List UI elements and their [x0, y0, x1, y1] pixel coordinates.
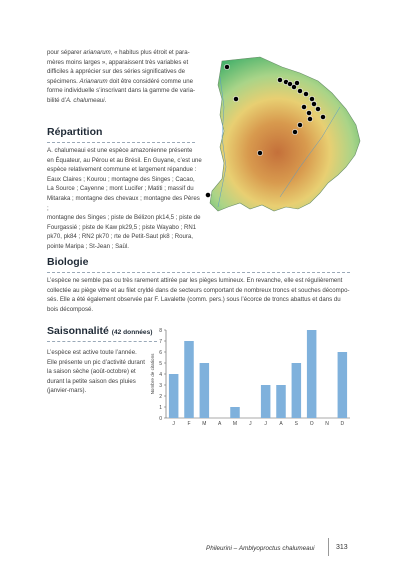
repartition-rule — [47, 142, 195, 143]
locality-point — [233, 96, 238, 101]
y-tick-label: 8 — [159, 327, 162, 334]
saisonnalite-line: (janvier-mars). — [47, 387, 87, 395]
x-tick-label: J — [249, 421, 252, 427]
footer-tribe: Phileurini — [206, 545, 232, 552]
biologie-line: sés. Elle a été également observée par F. Lavalette (comm. pers.) sous l’écorce de troncs abattus et dans du — [47, 296, 341, 304]
repartition-line: espèce relativement commune et largement répandue : — [47, 166, 197, 174]
y-tick-label: 1 — [159, 404, 162, 411]
locality-point — [306, 110, 311, 115]
locality-point — [297, 88, 302, 93]
locality-point — [320, 114, 325, 119]
locality-point — [309, 96, 314, 101]
biologie-rule — [47, 272, 350, 273]
repartition-line: A. chalumeaui est une espèce amazonienne présente — [47, 147, 193, 154]
x-tick-label: M — [202, 421, 207, 427]
y-tick-label: 3 — [159, 382, 162, 389]
saisonnalite-line: Elle présente un pic d’activité durant — [47, 358, 145, 366]
saisonnalite-rule — [47, 341, 157, 342]
locality-point — [307, 116, 312, 121]
locality-point — [205, 192, 210, 197]
locality-point — [257, 150, 262, 155]
intro-line: forme individuelle s’inscrivant dans la gamme de varia- — [47, 87, 196, 95]
x-tick-label: M — [232, 421, 238, 427]
x-tick-label: N — [325, 421, 329, 427]
x-tick-label: J — [264, 421, 267, 427]
page-number: 313 — [336, 544, 348, 551]
footer-separator: – — [233, 545, 238, 552]
saisonnalite-line: la saison sèche (août-octobre) et — [47, 368, 136, 376]
bar-12 — [338, 352, 348, 418]
repartition-line: Mitaraka ; montagne des chevaux ; montagne des Pères ; — [47, 194, 200, 212]
repartition-line: montagne des Singes ; piste de Bélizon pk14,5 ; piste de — [47, 214, 201, 222]
chart-bars — [169, 330, 347, 418]
bar-5 — [230, 407, 240, 418]
locality-point — [292, 129, 297, 134]
footer-divider — [328, 538, 329, 556]
y-tick-label: 7 — [159, 338, 162, 345]
locality-point — [297, 122, 302, 127]
x-tick-label: J — [172, 421, 175, 427]
locality-point — [303, 91, 308, 96]
bar-8 — [276, 385, 286, 418]
intro-line: bilité d’A. chalumeaui. — [47, 96, 107, 104]
bar-3 — [200, 363, 210, 418]
y-axis-label: Nombre de citations — [150, 353, 155, 395]
locality-point — [294, 80, 299, 85]
locality-point — [301, 104, 306, 109]
x-tick-label: F — [187, 421, 191, 427]
saisonnalite-line: durant la petite saison des pluies — [47, 377, 136, 385]
biologie-line: collectée au piège vitre et au filet cryldé dans de secteurs comportant de nombreux troncs et souches décompo- — [47, 286, 350, 294]
footer-species: Amblyoproctus chalumeaui — [238, 545, 315, 552]
bar-10 — [307, 330, 317, 418]
bar-2 — [184, 341, 194, 418]
repartition-line: Eaux Claires ; Kourou ; montagne des Singes ; Cacao, — [47, 175, 195, 183]
x-tick-label: S — [294, 421, 299, 427]
repartition-line: pk70, pk84 ; RN2 pk70 ; rte de Petit-Saut pk8 ; Roura, — [47, 233, 193, 241]
intro-line: pour séparer arianarum, « habitus plus étroit et para- — [47, 49, 190, 56]
locality-point — [277, 77, 282, 82]
distribution-map — [200, 47, 370, 232]
intro-paragraph — [47, 48, 197, 106]
repartition-line: Fourgassié ; piste de Kaw pk29,5 ; piste Wayabo ; RN1 — [47, 223, 197, 231]
x-tick-label: A — [279, 421, 283, 427]
biologie-line: L’espèce ne semble pas ou très rarement attirée par les pièges lumineux. En revanche, elle est régulièrement — [47, 277, 343, 284]
biologie-heading: Biologie — [47, 256, 89, 268]
intro-line: spécimens. Arianarum doit être considéré comme une — [47, 77, 193, 85]
locality-point — [311, 101, 316, 106]
y-tick-label: 6 — [159, 349, 162, 356]
repartition-line: La Source ; Cayenne ; mont Lucifer ; Matiti ; massif du — [47, 185, 194, 193]
y-tick-label: 2 — [159, 393, 162, 400]
repartition-line: pointe Maripa ; St-Jean ; Saül. — [47, 242, 129, 250]
intro-line: difficiles à apprécier sur des séries significatives de — [47, 68, 186, 76]
seasonality-chart — [150, 322, 355, 432]
running-footer — [206, 545, 315, 552]
repartition-line: en Équateur, au Pérou et au Brésil. En Guyane, c’est une — [47, 156, 202, 164]
locality-point — [315, 106, 320, 111]
data-count: (42 données) — [111, 329, 153, 336]
repartition-heading: Répartition — [47, 126, 103, 138]
intro-line: mères moins larges », apparaissent très variables et — [47, 58, 189, 66]
x-tick-label: A — [217, 421, 222, 427]
saisonnalite-paragraph — [47, 348, 157, 396]
bar-7 — [261, 385, 271, 418]
x-tick-label: D — [340, 421, 345, 427]
biologie-line: bois décomposé. — [47, 305, 94, 313]
saisonnalite-title: Saisonnalité — [47, 325, 109, 337]
bar-9 — [292, 363, 302, 418]
biologie-paragraph — [47, 276, 357, 314]
y-tick-label: 4 — [159, 371, 162, 378]
saisonnalite-heading — [47, 325, 152, 337]
locality-point — [224, 64, 229, 69]
bar-1 — [169, 374, 179, 418]
y-tick-label: 5 — [159, 360, 162, 367]
y-tick-label: 0 — [159, 415, 162, 422]
x-tick-label: O — [309, 421, 314, 427]
saisonnalite-line: L’espèce est active toute l’année. — [47, 349, 137, 356]
repartition-paragraph — [47, 146, 202, 252]
